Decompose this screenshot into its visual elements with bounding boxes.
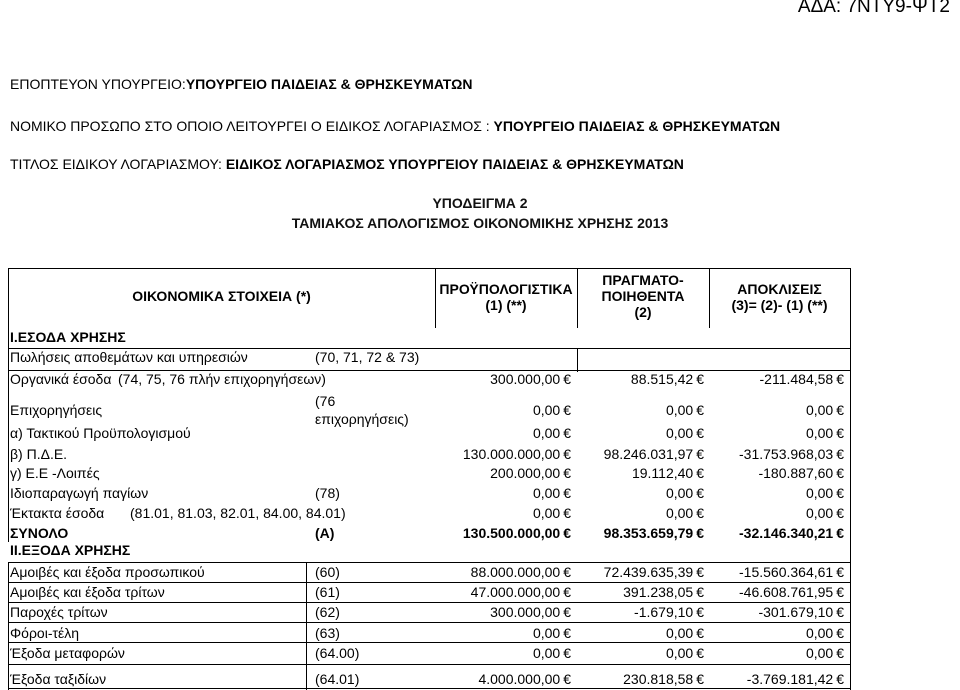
euro-symbol: € bbox=[836, 446, 844, 462]
expense-row-label: Παροχές τρίτων bbox=[10, 604, 108, 620]
euro-symbol: € bbox=[836, 402, 844, 418]
financial-statement-table bbox=[8, 268, 850, 690]
euro-symbol: € bbox=[696, 425, 704, 441]
value-deviation bbox=[760, 371, 845, 387]
income-row-label: β) Π.Δ.Ε. bbox=[10, 446, 68, 462]
euro-symbol: € bbox=[696, 625, 704, 641]
amount: 0,00 bbox=[665, 625, 694, 641]
euro-symbol: € bbox=[563, 371, 571, 387]
income-row-code: (76 bbox=[315, 393, 336, 409]
amount: 0,00 bbox=[805, 645, 834, 661]
amount: 0,00 bbox=[532, 505, 561, 521]
amount: -180.887,60 bbox=[758, 465, 834, 481]
euro-symbol: € bbox=[836, 604, 844, 620]
euro-symbol: € bbox=[836, 485, 844, 501]
value-actual bbox=[631, 371, 704, 387]
amount: 0,00 bbox=[665, 402, 694, 418]
amount: -31.753.968,03 bbox=[739, 446, 834, 462]
section-expenses: ΙΙ.ΕΞΟΔΑ ΧΡΗΣΗΣ bbox=[10, 542, 131, 558]
amount: 230.818,58 bbox=[623, 671, 694, 687]
value-budget bbox=[490, 604, 571, 620]
euro-symbol: € bbox=[563, 625, 571, 641]
euro-symbol: € bbox=[696, 402, 704, 418]
value-budget bbox=[471, 584, 571, 600]
euro-symbol: € bbox=[696, 371, 704, 387]
euro-symbol: € bbox=[696, 645, 704, 661]
col-header-realized-line2: ΠΟΙΗΘΕΝΤΑ bbox=[601, 288, 685, 304]
amount: 0,00 bbox=[665, 485, 694, 501]
amount: -15.560.364,61 bbox=[739, 564, 834, 580]
value-deviation bbox=[806, 505, 844, 521]
euro-symbol: € bbox=[563, 564, 571, 580]
amount: 130.500.000,00 bbox=[462, 525, 561, 541]
income-row-label: Οργανικά έσοδα bbox=[10, 371, 112, 387]
col-header-realized-line1: ΠΡΑΓΜΑΤΟ- bbox=[602, 272, 684, 288]
value-budget bbox=[533, 625, 571, 641]
euro-symbol: € bbox=[836, 525, 844, 541]
amount: 300.000,00 bbox=[490, 371, 561, 387]
value-budget bbox=[478, 671, 571, 687]
income-row-code: (78) bbox=[315, 485, 340, 501]
col-header-budgeted bbox=[435, 281, 577, 313]
euro-symbol: € bbox=[696, 505, 704, 521]
col-header-financial: ΟΙΚΟΝΟΜΙΚΑ ΣΤΟΙΧΕΙΑ (*) bbox=[132, 288, 311, 304]
amount: 88.515,42 bbox=[630, 371, 694, 387]
amount: -211.484,58 bbox=[759, 371, 834, 387]
account-title-value: ΕΙΔΙΚΟΣ ΛΟΓΑΡΙΑΣΜΟΣ ΥΠΟΥΡΓΕΙΟΥ ΠΑΙΔΕΙΑΣ & ΘΡΗΣΚΕΥΜΑΤΩΝ bbox=[225, 156, 684, 172]
expense-row-code: (60) bbox=[315, 564, 340, 580]
amount: 19.112,40 bbox=[631, 465, 694, 481]
euro-symbol: € bbox=[563, 671, 571, 687]
col-header-deviation-line1: ΑΠΟΚΛΙΣΕΙΣ bbox=[737, 281, 822, 297]
euro-symbol: € bbox=[563, 446, 571, 462]
amount: 0,00 bbox=[805, 505, 834, 521]
value-budget bbox=[463, 446, 571, 462]
value-deviation bbox=[739, 564, 844, 580]
supervising-ministry-label: ΕΠΟΠΤΕΥΟΝ ΥΠΟΥΡΓΕΙΟ: bbox=[10, 76, 186, 92]
amount: -32.146.340,21 bbox=[739, 525, 834, 541]
section-income: Ι.ΕΣΟΔΑ ΧΡΗΣΗΣ bbox=[10, 329, 126, 345]
expense-row-label: Αμοιβές και έξοδα προσωπικού bbox=[10, 564, 205, 580]
value-deviation bbox=[806, 402, 844, 418]
value-actual bbox=[666, 402, 704, 418]
income-row-label: γ) Ε.Ε -Λοιπές bbox=[10, 465, 100, 481]
amount: 300.000,00 bbox=[490, 604, 561, 620]
euro-symbol: € bbox=[836, 425, 844, 441]
value-actual bbox=[604, 525, 704, 541]
value-actual bbox=[666, 425, 704, 441]
euro-symbol: € bbox=[836, 505, 844, 521]
value-budget bbox=[490, 371, 571, 387]
amount: 0,00 bbox=[665, 425, 694, 441]
income-row-code: επιχορηγήσεις) bbox=[315, 411, 409, 427]
value-actual bbox=[634, 604, 704, 620]
euro-symbol: € bbox=[696, 446, 704, 462]
amount: 0,00 bbox=[532, 625, 561, 641]
amount: -3.769.181,42 bbox=[746, 671, 834, 687]
amount: 47.000.000,00 bbox=[470, 584, 561, 600]
expense-row-code: (63) bbox=[315, 625, 340, 641]
amount: 0,00 bbox=[532, 645, 561, 661]
expense-row-label: Έξοδα μεταφορών bbox=[10, 645, 125, 661]
income-row-label: Έκτακτα έσοδα bbox=[10, 505, 105, 521]
value-deviation bbox=[739, 525, 844, 541]
value-deviation bbox=[758, 465, 844, 481]
income-row-code: (81.01, 81.03, 82.01, 84.00, 84.01) bbox=[130, 505, 346, 521]
supervising-ministry-value: ΥΠΟΥΡΓΕΙΟ ΠΑΙΔΕΙΑΣ & ΘΡΗΣΚΕΥΜΑΤΩΝ bbox=[185, 76, 473, 92]
euro-symbol: € bbox=[563, 402, 571, 418]
euro-symbol: € bbox=[563, 645, 571, 661]
value-budget bbox=[533, 505, 571, 521]
euro-symbol: € bbox=[836, 671, 844, 687]
amount: 391.238,05 bbox=[623, 584, 694, 600]
expense-row-code: (64.01) bbox=[315, 671, 360, 687]
value-actual bbox=[604, 564, 704, 580]
expense-row-code: (64.00) bbox=[315, 645, 360, 661]
value-budget bbox=[533, 402, 571, 418]
value-budget bbox=[490, 465, 571, 481]
amount: 130.000.000,00 bbox=[462, 446, 561, 462]
expense-row-label: Έξοδα ταξιδίων bbox=[10, 671, 107, 687]
account-title-line bbox=[10, 156, 684, 172]
value-deviation bbox=[806, 485, 844, 501]
euro-symbol: € bbox=[696, 564, 704, 580]
amount: 72.439.635,39 bbox=[603, 564, 694, 580]
amount: 98.246.031,97 bbox=[603, 446, 694, 462]
amount: 0,00 bbox=[805, 625, 834, 641]
col-header-budgeted-line1: ΠΡΟΫΠΟΛΟΓΙΣΤΙΚΑ bbox=[439, 281, 573, 297]
income-row-code: (70, 71, 72 & 73) bbox=[315, 349, 420, 365]
amount: 0,00 bbox=[805, 425, 834, 441]
value-actual bbox=[666, 645, 704, 661]
col-header-realized bbox=[577, 272, 709, 320]
expense-row-label: Αμοιβές και έξοδα τρίτων bbox=[10, 584, 165, 600]
supervising-ministry-line bbox=[10, 76, 472, 92]
amount: 0,00 bbox=[805, 485, 834, 501]
value-budget bbox=[533, 485, 571, 501]
legal-entity-label: ΝΟΜΙΚΟ ΠΡΟΣΩΠΟ ΣΤΟ ΟΠΟΙΟ ΛΕΙΤΟΥΡΓΕΙ Ο ΕΙΔΙΚΟΣ ΛΟΓΑΡΙΑΣΜΟΣ : bbox=[10, 118, 494, 134]
amount: -301.679,10 bbox=[758, 604, 834, 620]
amount: 200.000,00 bbox=[490, 465, 561, 481]
value-actual bbox=[666, 505, 704, 521]
value-deviation bbox=[758, 604, 844, 620]
euro-symbol: € bbox=[696, 465, 704, 481]
euro-symbol: € bbox=[563, 505, 571, 521]
amount: 0,00 bbox=[805, 402, 834, 418]
value-budget bbox=[533, 645, 571, 661]
income-total-code: (Α) bbox=[315, 525, 335, 541]
income-row-code: (74, 75, 76 πλήν επιχορηγήσεων) bbox=[118, 371, 326, 387]
expense-row-code: (62) bbox=[315, 604, 340, 620]
legal-entity-line bbox=[10, 118, 780, 134]
euro-symbol: € bbox=[836, 645, 844, 661]
account-title-label: ΤΙΤΛΟΣ ΕΙΔΙΚΟΥ ΛΟΓΑΡΙΑΣΜΟΥ: bbox=[10, 156, 226, 172]
ada-code: ΑΔΑ: 7ΝΤΥ9-ΨΤ2 bbox=[797, 0, 950, 17]
amount: 0,00 bbox=[532, 402, 561, 418]
euro-symbol: € bbox=[696, 671, 704, 687]
euro-symbol: € bbox=[563, 525, 571, 541]
euro-symbol: € bbox=[836, 371, 844, 387]
amount: 0,00 bbox=[532, 485, 561, 501]
euro-symbol: € bbox=[563, 425, 571, 441]
income-row-label: Πωλήσεις αποθεμάτων και υπηρεσιών bbox=[10, 349, 248, 365]
value-actual bbox=[666, 485, 704, 501]
value-actual bbox=[632, 465, 704, 481]
euro-symbol: € bbox=[563, 584, 571, 600]
euro-symbol: € bbox=[696, 485, 704, 501]
col-header-deviation-line2: (3)= (2)- (1) (**) bbox=[731, 297, 828, 313]
value-deviation bbox=[739, 584, 844, 600]
value-deviation bbox=[739, 446, 844, 462]
euro-symbol: € bbox=[696, 584, 704, 600]
value-budget bbox=[533, 425, 571, 441]
amount: -1.679,10 bbox=[634, 604, 694, 620]
expense-row-label: Φόροι-τέλη bbox=[10, 625, 80, 641]
income-row-label: Επιχορηγήσεις bbox=[10, 402, 103, 418]
value-actual bbox=[623, 584, 704, 600]
value-actual bbox=[623, 671, 704, 687]
income-total-label: ΣΥΝΟΛΟ bbox=[10, 525, 69, 541]
euro-symbol: € bbox=[563, 465, 571, 481]
amount: 98.353.659,79 bbox=[603, 525, 694, 541]
euro-symbol: € bbox=[696, 525, 704, 541]
income-row-label: Ιδιοπαραγωγή παγίων bbox=[10, 485, 149, 501]
value-deviation bbox=[747, 671, 844, 687]
value-actual bbox=[666, 625, 704, 641]
col-header-deviation bbox=[709, 281, 850, 313]
value-actual bbox=[604, 446, 704, 462]
income-row-label: α) Τακτικού Προϋπολογισμού bbox=[10, 425, 191, 441]
amount: 0,00 bbox=[532, 425, 561, 441]
expense-row-code: (61) bbox=[315, 584, 340, 600]
euro-symbol: € bbox=[836, 584, 844, 600]
amount: 88.000.000,00 bbox=[470, 564, 561, 580]
legal-entity-value: ΥΠΟΥΡΓΕΙΟ ΠΑΙΔΕΙΑΣ & ΘΡΗΣΚΕΥΜΑΤΩΝ bbox=[493, 118, 781, 134]
value-deviation bbox=[806, 645, 844, 661]
amount: -46.608.761,95 bbox=[739, 584, 834, 600]
euro-symbol: € bbox=[696, 604, 704, 620]
amount: 0,00 bbox=[665, 505, 694, 521]
value-budget bbox=[463, 525, 571, 541]
report-title: ΤΑΜΙΑΚΟΣ ΑΠΟΛΟΓΙΣΜΟΣ ΟΙΚΟΝΟΜΙΚΗΣ ΧΡΗΣΗΣ 2013 bbox=[291, 215, 669, 231]
amount: 0,00 bbox=[665, 645, 694, 661]
value-budget bbox=[471, 564, 571, 580]
model-title: ΥΠΟΔΕΙΓΜΑ 2 bbox=[432, 195, 528, 211]
amount: 4.000.000,00 bbox=[478, 671, 561, 687]
value-deviation bbox=[806, 425, 844, 441]
euro-symbol: € bbox=[563, 485, 571, 501]
col-header-realized-line3: (2) bbox=[634, 304, 652, 320]
euro-symbol: € bbox=[836, 465, 844, 481]
euro-symbol: € bbox=[836, 564, 844, 580]
euro-symbol: € bbox=[563, 604, 571, 620]
value-deviation bbox=[806, 625, 844, 641]
euro-symbol: € bbox=[836, 625, 844, 641]
col-header-budgeted-line2: (1) (**) bbox=[485, 297, 527, 313]
